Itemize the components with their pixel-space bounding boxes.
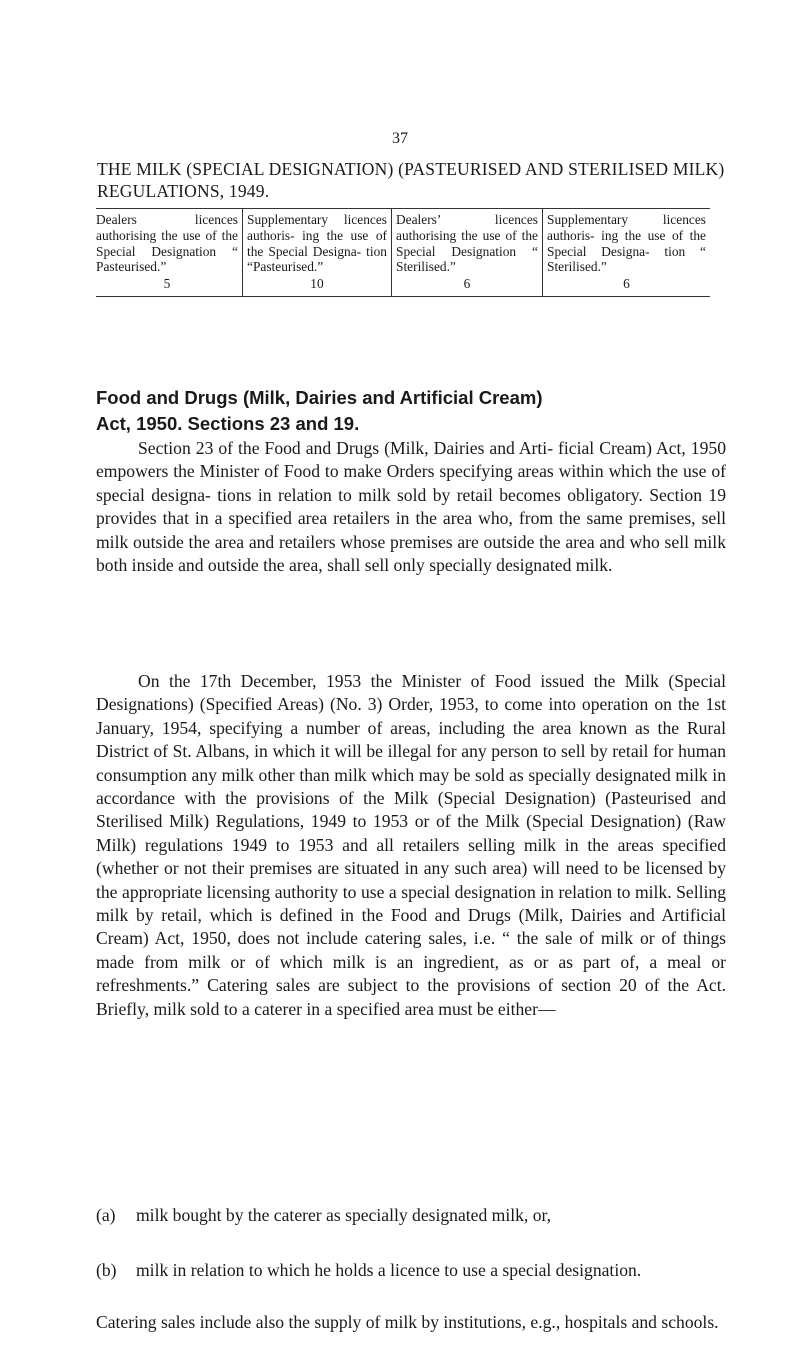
- column-description: Dealers’ licences authorising the use of the Special Designation “ Sterilised.”: [396, 212, 538, 275]
- list-item-text: milk in relation to which he holds a licence to use a special designation.: [136, 1260, 642, 1280]
- licence-count-table: [96, 208, 710, 297]
- closing-paragraph: Catering sales include also the supply of milk by institutions, e.g., hospitals and schools.: [96, 1312, 719, 1332]
- list-item: [96, 1259, 726, 1282]
- body-paragraph: On the 17th December, 1953 the Minister of Food issued the Milk (Special Designations) (Specified Areas) (No. 3) Order, 1953, to come into operation on the 1st January, 1954, specifying a number of areas, including the area known as the Rural District of St. Albans, in which it will be illegal for any person to sell by retail for human consumption any milk other than milk which may be sold as specially designated milk in accordance with the provisions of the Milk (Special Designation) (Pasteurised and Sterilised Milk) Regulations, 1949 to 1953 or of the Milk (Special Designation) (Raw Milk) regulations 1949 to 1953 and all retailers selling milk in the areas specified (whether or not their premises are situated in any such area) will need to be licensed by the appropriate licensing authority to use a special designation in relation to milk. Selling milk by retail, which is defined in the Food and Drugs (Milk, Dairies and Artificial Cream) Act, 1950, does not include catering sales, i.e. “ the sale of milk or of things made from milk or of which milk is an ingredient, as or as part of, a meal or refreshments.” Catering sales are subject to the provisions of section 20 of the Act. Briefly, milk sold to a caterer in a specified area must be either—: [96, 671, 726, 1019]
- table-cell-dealers-sterilised: [392, 209, 543, 297]
- body-paragraph: Section 23 of the Food and Drugs (Milk, Dairies and Arti- ficial Cream) Act, 1950 empowers the Minister of Food to make Orders specifying areas within which the use of special designa- tions in relation to milk sold by retail becomes obligatory. Section 19 provides that in a specified area retailers in the area who, from the same premises, sell milk outside the area and retailers whose premises are outside the area and who sell milk both inside and outside the area, shall sell only specially designated milk.: [96, 438, 726, 576]
- table-cell-supplementary-pasteurised: [243, 209, 392, 297]
- table-cell-dealers-pasteurised: [96, 209, 243, 297]
- section-heading: [96, 385, 726, 437]
- list-marker: (a): [96, 1205, 116, 1225]
- table-cell-supplementary-sterilised: [543, 209, 711, 297]
- column-count: 10: [310, 276, 324, 292]
- list-item-text: milk bought by the caterer as specially designated milk, or,: [136, 1205, 552, 1225]
- column-count: 5: [163, 276, 171, 292]
- column-description: Supplementary licences authoris- ing the use of the Special Designa- tion “Pasteurised.”: [247, 212, 387, 275]
- page-number: 37: [392, 130, 408, 147]
- section-heading-line: Food and Drugs (Milk, Dairies and Artificial Cream): [96, 387, 543, 408]
- column-count: 6: [623, 276, 630, 292]
- column-count: 6: [463, 276, 471, 292]
- list-item: [96, 1204, 726, 1227]
- regulation-title: THE MILK (SPECIAL DESIGNATION) (PASTEURISED AND STERILISED MILK) REGULATIONS, 1949.: [97, 159, 725, 201]
- column-description: Supplementary licences authoris- ing the use of the Special Designa- tion “ Sterilised.”: [547, 212, 706, 275]
- list-marker: (b): [96, 1260, 117, 1280]
- section-heading-line: Act, 1950. Sections 23 and 19.: [96, 413, 360, 434]
- column-description: Dealers licences authorising the use of the Special Designation “ Pasteurised.”: [96, 212, 238, 275]
- table-row: [96, 209, 710, 297]
